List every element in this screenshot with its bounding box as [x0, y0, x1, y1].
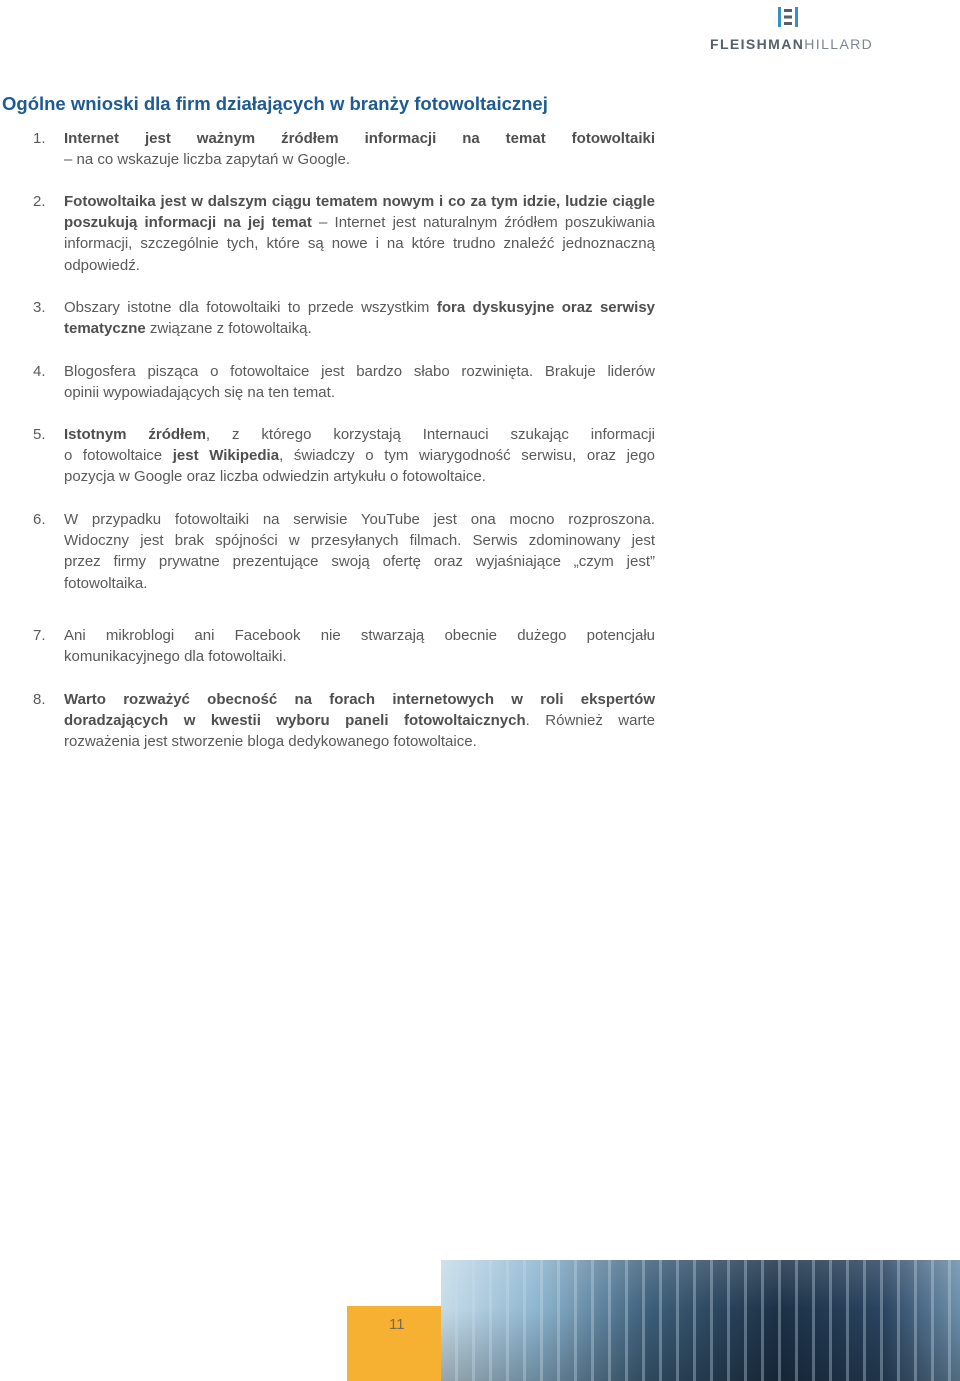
bold-text: tematyczne — [64, 320, 146, 338]
text-segment: komunikacyjnego dla fotowoltaiki. — [64, 648, 287, 666]
list-item-text — [64, 128, 655, 170]
logo-text-bold: FLEISHMAN — [710, 36, 805, 52]
text-line — [64, 382, 655, 403]
text-line — [64, 318, 655, 339]
text-segment: W przypadku fotowoltaiki na serwisie YouTube jest ona mocno rozproszona. — [64, 511, 655, 528]
text-line — [64, 530, 655, 551]
bold-text: Warto rozważyć obecność na forach internetowych w roli ekspertów — [64, 691, 655, 708]
bold-text: poszukują informacji na jej temat — [64, 214, 312, 232]
text-line — [64, 646, 655, 667]
list-item-number: 2. — [33, 193, 46, 210]
text-segment: , z którego korzystają Internauci szukając informacji — [205, 426, 655, 443]
list-item-number: 3. — [33, 299, 46, 316]
list-item-text — [64, 689, 655, 753]
list-item-number: 5. — [33, 426, 46, 443]
bold-text: Istotnym źródłem — [64, 426, 206, 443]
text-line — [64, 212, 655, 233]
text-segment: Widoczny jest brak spójności w przesyłanych filmach. Serwis zdominowany jest — [64, 532, 655, 550]
text-line — [64, 689, 655, 710]
page-number: 11 — [389, 1316, 405, 1333]
text-segment: informacji, szczególnie tych, które są nowe i na które trudno znaleźć jednoznaczną — [64, 235, 655, 253]
text-segment: przez firmy prywatne prezentujące swoją ofertę oraz wyjaśniające „czym jest” — [64, 553, 655, 571]
text-segment: pozycja w Google oraz liczba odwiedzin artykułu o fotowoltaice. — [64, 468, 486, 486]
text-segment: rozważenia jest stworzenie bloga dedykowanego fotowoltaice. — [64, 733, 477, 751]
bold-text: doradzających w kwestii wyboru paneli fotowoltaicznych — [64, 712, 526, 730]
text-line — [64, 625, 655, 646]
text-line — [64, 424, 655, 445]
bold-text: jest Wikipedia — [172, 447, 280, 465]
text-line — [64, 509, 655, 530]
text-line — [64, 573, 655, 594]
logo-text-light: HILLARD — [804, 36, 874, 52]
text-line — [64, 149, 655, 170]
text-line — [64, 255, 655, 276]
footer-photo-overlay — [441, 1260, 960, 1381]
bold-text: Internet jest ważnym źródłem informacji na temat fotowoltaiki — [64, 130, 655, 147]
text-segment: o fotowoltaice — [64, 447, 173, 465]
footer-band — [347, 1260, 960, 1381]
text-line — [64, 361, 655, 382]
text-segment: . Również warte — [525, 712, 655, 730]
text-line — [64, 466, 655, 487]
list-item-text — [64, 191, 655, 276]
list-item-text — [64, 625, 655, 667]
text-segment: – Internet jest naturalnym źródłem poszukiwania — [311, 214, 655, 232]
list-item-text — [64, 297, 655, 339]
text-segment: opinii wypowiadających się na ten temat. — [64, 384, 335, 402]
text-segment: – na co wskazuje liczba zapytań w Google. — [64, 151, 350, 169]
text-segment: Ani mikroblogi ani Facebook nie stwarzają obecnie dużego potencjału — [64, 627, 655, 644]
text-segment: Blogosfera pisząca o fotowoltaice jest bardzo słabo rozwinięta. Brakuje liderów — [64, 363, 655, 380]
list-item-text — [64, 509, 655, 594]
bold-text: fora dyskusyjne oraz serwisy — [436, 299, 656, 316]
section-heading: Ogólne wnioski dla firm działających w branży fotowoltaicznej — [2, 93, 548, 114]
text-line — [64, 297, 655, 318]
list-item-number: 1. — [33, 130, 46, 147]
text-line — [64, 710, 655, 731]
list-item-text — [64, 424, 655, 488]
text-line — [64, 191, 655, 212]
text-line — [64, 445, 655, 466]
text-line — [64, 128, 655, 149]
list-item-number: 6. — [33, 511, 46, 528]
logo-wordmark — [710, 36, 873, 52]
bold-text: Fotowoltaika jest w dalszym ciągu tematem nowym i co za tym idzie, ludzie ciągle — [64, 193, 655, 210]
list-item-number: 7. — [33, 627, 46, 644]
list-item-number: 4. — [33, 363, 46, 380]
text-segment: Obszary istotne dla fotowoltaiki to przede wszystkim — [64, 299, 437, 316]
text-segment: odpowiedź. — [64, 256, 140, 274]
list-item-number: 8. — [33, 691, 46, 708]
text-segment: , świadczy o tym wiarygodność serwisu, oraz jego — [279, 447, 656, 465]
text-line — [64, 731, 655, 752]
list-item-text — [64, 361, 655, 403]
logo-mark-icon — [777, 6, 799, 28]
fleishmanhillard-logo — [708, 6, 874, 52]
text-line — [64, 233, 655, 254]
text-line — [64, 551, 655, 572]
text-segment: fotowoltaika. — [64, 574, 148, 592]
text-segment: związane z fotowoltaiką. — [145, 320, 312, 338]
